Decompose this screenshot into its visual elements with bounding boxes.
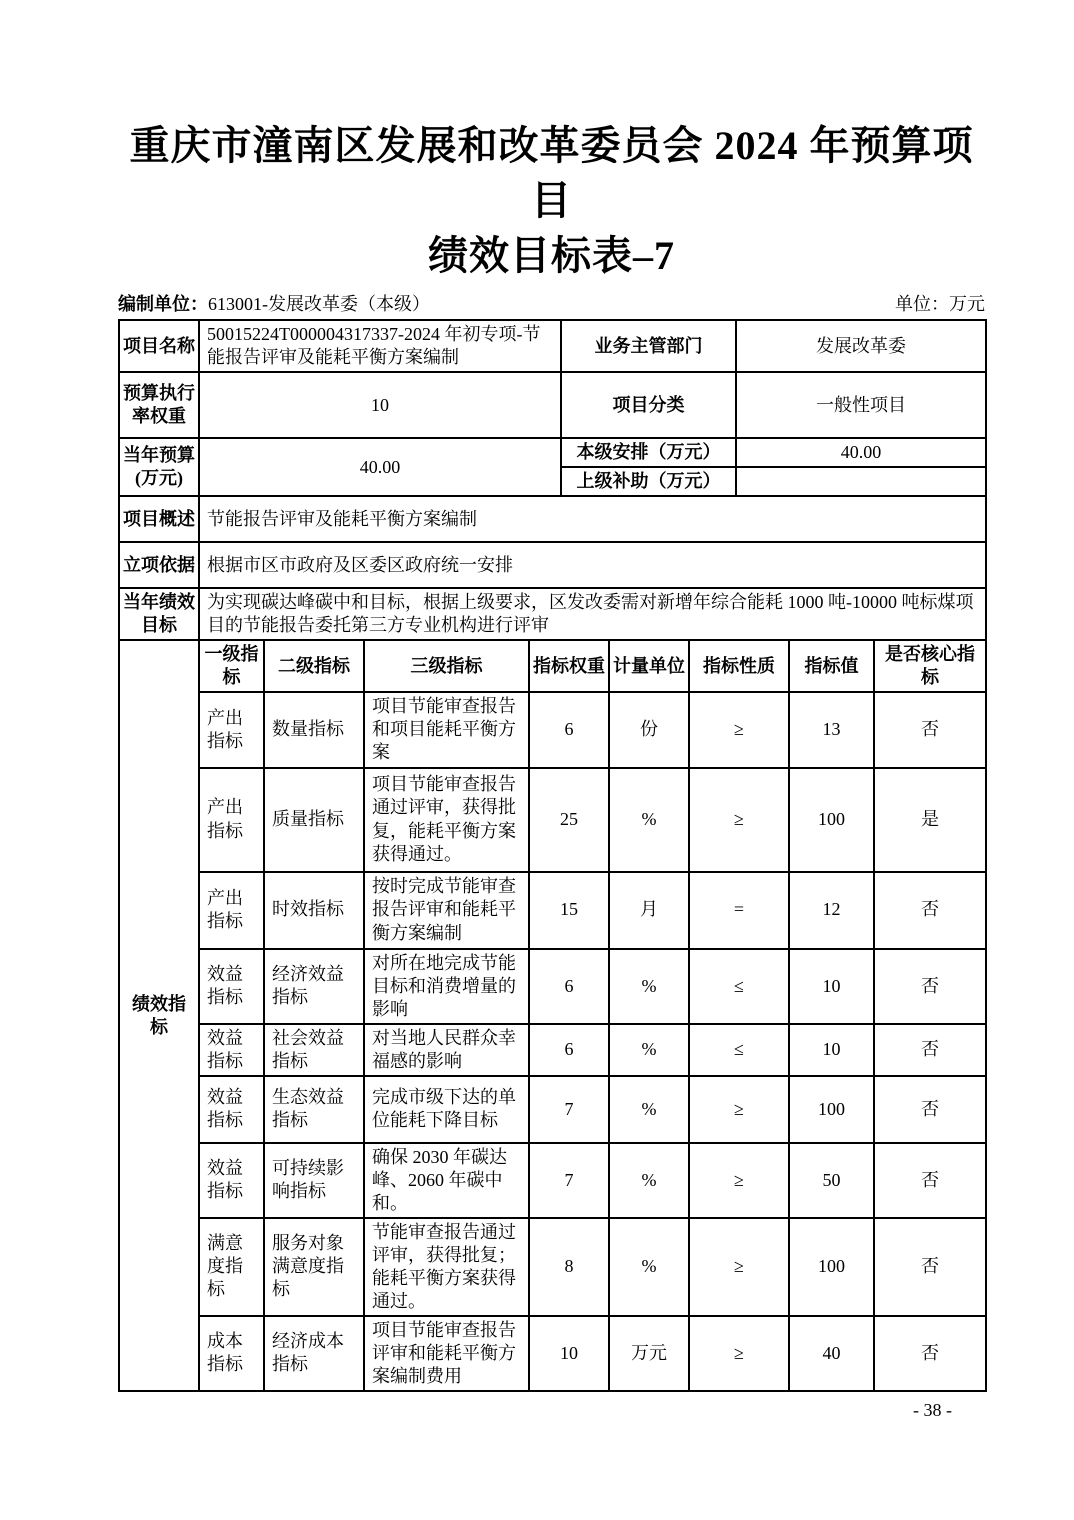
cell-core: 否 [874,1024,986,1076]
table-row [119,496,986,542]
cell-value: 40 [789,1316,874,1391]
cell-value: 100 [789,1076,874,1143]
budget-value: 40.00 [199,438,561,496]
cell-weight: 25 [529,768,609,872]
cell-weight: 10 [529,1316,609,1391]
cell-level3: 节能审查报告通过评审，获得批复；能耗平衡方案获得通过。 [364,1218,529,1316]
cell-core: 否 [874,1143,986,1218]
cell-level1: 产出指标 [199,872,264,949]
cell-level3: 按时完成节能审查报告评审和能耗平衡方案编制 [364,872,529,949]
cell-weight: 7 [529,1076,609,1143]
document-title [118,0,985,284]
cell-nature: ≥ [689,1143,789,1218]
cell-level2: 数量指标 [264,692,364,767]
budget-label: 当年预算(万元) [119,438,199,496]
cell-core: 否 [874,1218,986,1316]
cell-core: 否 [874,872,986,949]
cell-level2: 质量指标 [264,768,364,872]
own-level-value: 40.00 [736,438,986,467]
header-nature: 指标性质 [689,640,789,692]
cell-level2: 经济成本指标 [264,1316,364,1391]
table-row [119,438,986,467]
cell-level1: 产出指标 [199,692,264,767]
table-row [119,588,986,640]
header-weight: 指标权重 [529,640,609,692]
indicator-row [119,768,986,872]
cell-value: 50 [789,1143,874,1218]
unit-note: 单位：万元 [895,293,985,314]
cell-value: 100 [789,768,874,872]
page-number: - 38 - [913,1400,952,1420]
cell-level3: 确保 2030 年碳达峰、2060 年碳中和。 [364,1143,529,1218]
cell-value: 100 [789,1218,874,1316]
cell-weight: 15 [529,872,609,949]
overview-label: 项目概述 [119,496,199,542]
meta-row [118,294,985,316]
cell-level1: 效益指标 [199,949,264,1024]
table-row [119,372,986,438]
title-line-2: 绩效目标表–7 [428,233,675,279]
cell-core: 否 [874,692,986,767]
cell-unit: % [609,1218,689,1316]
project-info-table [118,319,987,641]
cell-unit: % [609,1076,689,1143]
cell-nature: ≥ [689,1218,789,1316]
header-level1: 一级指标 [199,640,264,692]
indicators-header-row [119,640,986,692]
cell-weight: 7 [529,1143,609,1218]
indicators-table [118,639,987,1392]
cell-level2: 生态效益指标 [264,1076,364,1143]
prepared-by [118,294,430,316]
cell-value: 12 [789,872,874,949]
cell-level3: 对所在地完成节能目标和消费增量的影响 [364,949,529,1024]
cell-unit: 月 [609,872,689,949]
cell-value: 10 [789,1024,874,1076]
weight-value: 10 [199,372,561,438]
indicator-row [119,1316,986,1391]
prepared-by-label: 编制单位： [118,293,208,314]
cell-level1: 满意度指标 [199,1218,264,1316]
cell-unit: 份 [609,692,689,767]
header-value: 指标值 [789,640,874,692]
cell-unit: % [609,1024,689,1076]
title-line-1: 重庆市潼南区发展和改革委员会 2024 年预算项目 [129,123,974,224]
cell-nature: ≥ [689,692,789,767]
cell-nature: = [689,872,789,949]
category-label: 项目分类 [561,372,736,438]
cell-core: 否 [874,949,986,1024]
cell-level2: 可持续影响指标 [264,1143,364,1218]
cell-level1: 效益指标 [199,1024,264,1076]
cell-level2: 经济效益指标 [264,949,364,1024]
weight-label: 预算执行率权重 [119,372,199,438]
cell-weight: 6 [529,1024,609,1076]
header-level2: 二级指标 [264,640,364,692]
overview-value: 节能报告评审及能耗平衡方案编制 [199,496,986,542]
basis-value: 根据市区市政府及区委区政府统一安排 [199,542,986,588]
indicator-row [119,1076,986,1143]
header-core: 是否核心指标 [874,640,986,692]
cell-level3: 项目节能审查报告评审和能耗平衡方案编制费用 [364,1316,529,1391]
dept-label: 业务主管部门 [561,320,736,372]
indicator-row [119,949,986,1024]
cell-level1: 效益指标 [199,1143,264,1218]
cell-nature: ≥ [689,768,789,872]
cell-nature: ≥ [689,1316,789,1391]
cell-level1: 产出指标 [199,768,264,872]
indicator-row [119,1218,986,1316]
project-name-label: 项目名称 [119,320,199,372]
cell-core: 否 [874,1316,986,1391]
cell-level3: 项目节能审查报告通过评审，获得批复，能耗平衡方案获得通过。 [364,768,529,872]
cell-value: 13 [789,692,874,767]
cell-unit: % [609,1143,689,1218]
goal-value: 为实现碳达峰碳中和目标，根据上级要求，区发改委需对新增年综合能耗 1000 吨-10000 吨标煤项目的节能报告委托第三方专业机构进行评审 [199,588,986,640]
table-row [119,320,986,372]
cell-unit: % [609,768,689,872]
cell-nature: ≤ [689,949,789,1024]
project-name-value: 50015224T000004317337-2024 年初专项-节能报告评审及能耗平衡方案编制 [199,320,561,372]
goal-label: 当年绩效目标 [119,588,199,640]
cell-level2: 社会效益指标 [264,1024,364,1076]
cell-weight: 8 [529,1218,609,1316]
cell-level3: 完成市级下达的单位能耗下降目标 [364,1076,529,1143]
cell-weight: 6 [529,692,609,767]
header-unit: 计量单位 [609,640,689,692]
cell-unit: 万元 [609,1316,689,1391]
cell-nature: ≥ [689,1076,789,1143]
dept-value: 发展改革委 [736,320,986,372]
cell-level3: 对当地人民群众幸福感的影响 [364,1024,529,1076]
cell-level3: 项目节能审查报告和项目能耗平衡方案 [364,692,529,767]
cell-level1: 成本指标 [199,1316,264,1391]
cell-core: 是 [874,768,986,872]
header-level3: 三级指标 [364,640,529,692]
cell-level2: 服务对象满意度指标 [264,1218,364,1316]
document-content [118,0,985,1392]
subsidy-value [736,467,986,496]
subsidy-label: 上级补助（万元） [561,467,736,496]
indicator-row [119,1143,986,1218]
cell-unit: % [609,949,689,1024]
basis-label: 立项依据 [119,542,199,588]
indicator-row [119,872,986,949]
indicator-row [119,692,986,767]
prepared-by-value: 613001-发展改革委（本级） [208,293,430,314]
cell-weight: 6 [529,949,609,1024]
category-value: 一般性项目 [736,372,986,438]
cell-core: 否 [874,1076,986,1143]
indicators-section-label: 绩效指标 [119,640,199,1391]
cell-level1: 效益指标 [199,1076,264,1143]
indicator-row [119,1024,986,1076]
table-row [119,542,986,588]
cell-nature: ≤ [689,1024,789,1076]
own-level-label: 本级安排（万元） [561,438,736,467]
cell-level2: 时效指标 [264,872,364,949]
cell-value: 10 [789,949,874,1024]
